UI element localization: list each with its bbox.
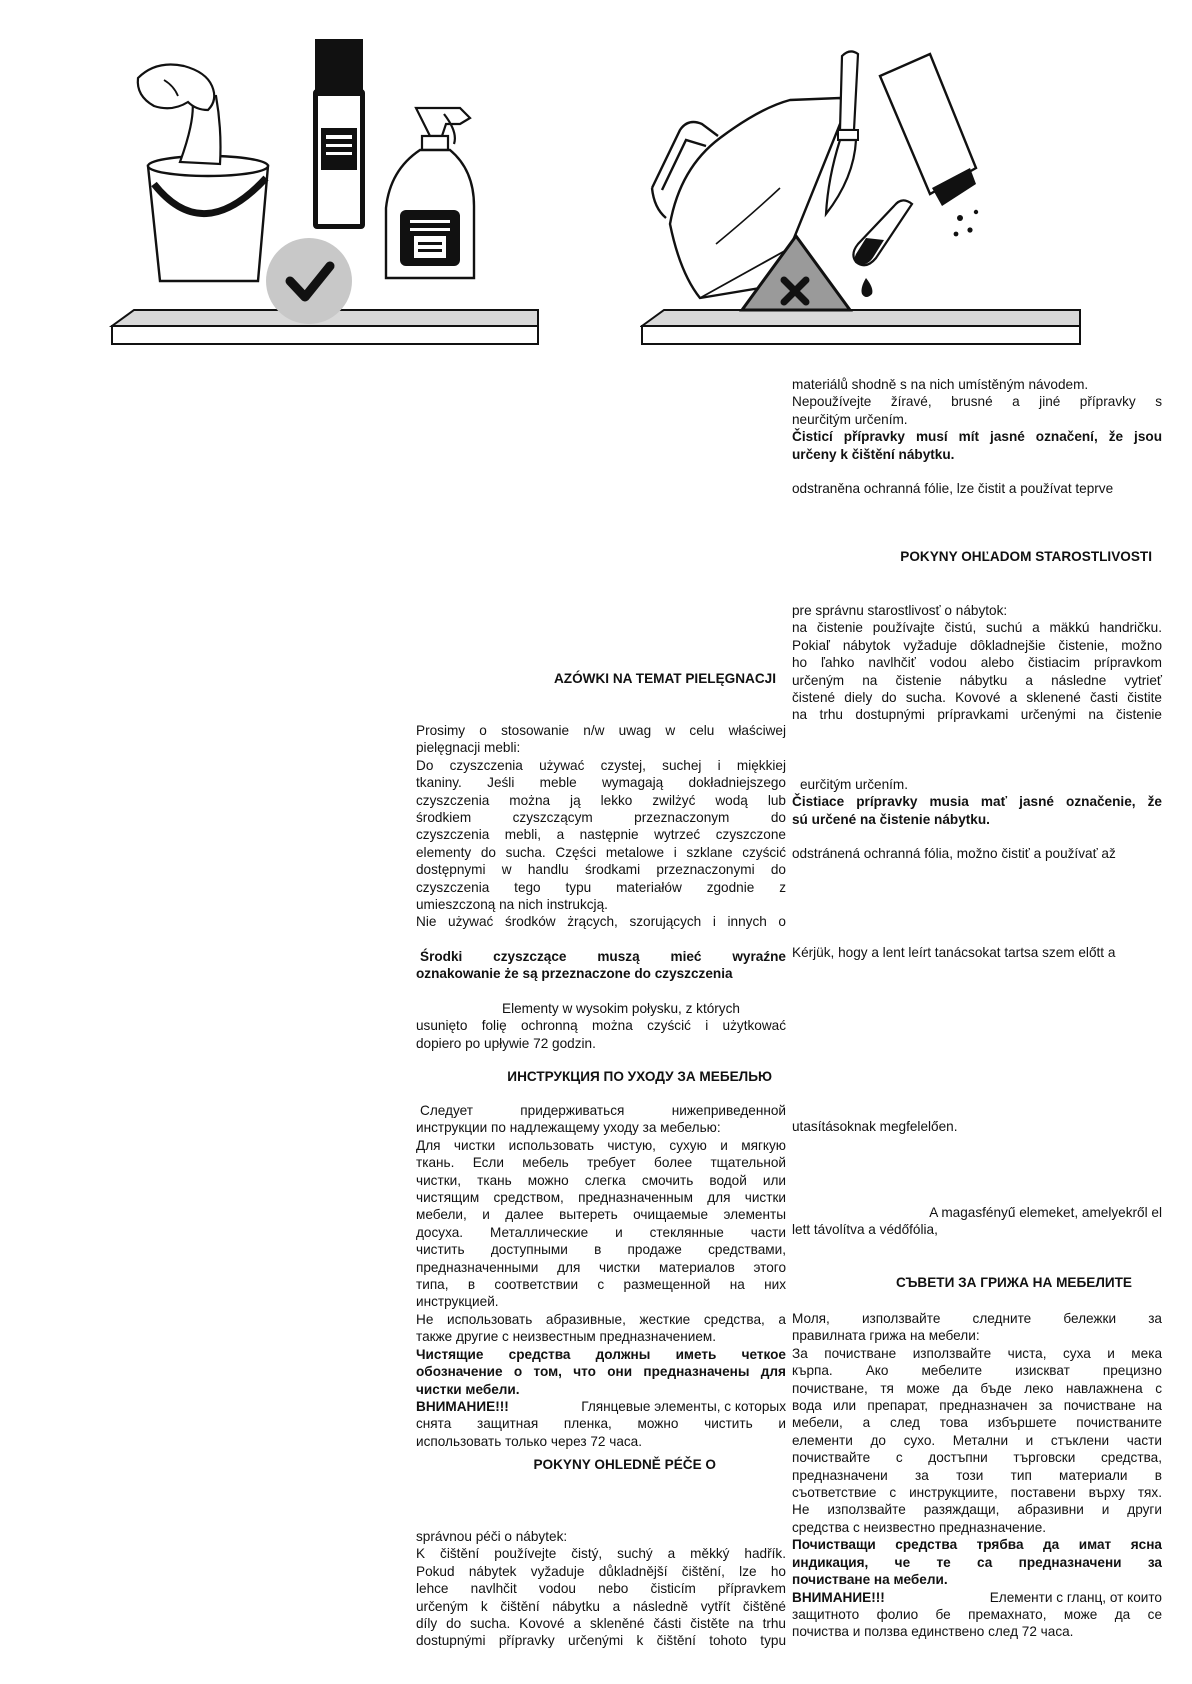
cloth-hand-icon [138,65,221,165]
text-line: типа, в соответствии с размещенной на них [416,1277,786,1293]
text-line: čistené diely do sucha. Kovové a sklenené časti čistite [792,690,1162,706]
text-line: odstraněna ochranná fólie, lze čistit a používat teprve [792,481,1114,497]
text-line: pielęgnacji mebli: [416,740,521,756]
warning-line [416,1398,786,1415]
bulgarian-text [792,1310,1162,1641]
text-line: снята защитная пленка, можно чистить и [416,1416,786,1432]
hungarian-line: A magasfényű elemeket, amelyekről el [929,1205,1162,1220]
text-line: ткань. Если мебель требует более тщательной [416,1155,786,1171]
text-line: Pokud nábytek vyžaduje důkladnější čištění, lze ho [416,1563,786,1579]
text-line: съответствие с инструкциите, поставени върху тях. [792,1485,1162,1501]
text-line: чистящим средством, предназначенным для чистки [416,1190,786,1206]
text-line: чистить доступными в продаже средствами, [416,1242,786,1258]
text-line: na čistenie používajte čistú, suchú a mäkkú handričku. [792,620,1162,636]
bulgarian-heading: СЪВЕТИ ЗА ГРИЖА НА МЕБЕЛИТЕ [895,1275,1132,1290]
czech-top-text [792,376,1162,497]
text-line: досуха. Металлические и стеклянные части [416,1224,786,1240]
text-line: neurčitým určením. [792,411,908,427]
hungarian-line: Kérjük, hogy a lent leírt tanácsokat tartsa szem előtt a [792,945,1116,960]
text-line: кърпа. Ако мебелите изискват прецизно [792,1363,1162,1379]
prohibited-cleaning-illustration [640,48,1085,348]
text-line: Чистящие средства должны иметь четкое [416,1346,786,1362]
text-line: odstránená ochranná fólia, možno čistiť a používať až [792,846,1116,862]
text-line: určeným k čištění nábytku a následně vytřít čištěné [416,1598,786,1614]
warning-label: ВНИМАНИЕ!!! [792,1589,885,1605]
text-line: предназначенными для чистки материалов этого [416,1259,786,1275]
text-line: usunięto folię ochronną można czyścić i użytkować [416,1018,786,1034]
text-line: oznakowanie że są przeznaczone do czyszczenia [416,966,733,982]
text-line: Nie używać środków żrących, szorujących i innych o [416,914,786,930]
text-line: почистване, тя може да бъде леко навлажнена с [792,1380,1162,1396]
text-line: использовать только через 72 часа. [416,1433,643,1449]
text-line: Не използвайте разяждащи, абразивни и други [792,1502,1162,1518]
text-line: dopiero po upływie 72 godzin. [416,1035,596,1051]
warning-line [792,1589,1162,1606]
text-line: инструкцией. [416,1294,499,1310]
text-line: pre správnu starostlivosť o nábytok: [792,603,1008,618]
text-line: предназначени за този тип материали в [792,1467,1162,1483]
text-line: czyszczenia tego typu materiałów zgodnie z [416,879,786,895]
warning-text: Глянцевые элементы, с которых [581,1398,786,1414]
russian-text [416,1102,786,1450]
text-line: мебели, а след това избършете почистваните [792,1415,1162,1431]
text-line: Не использовать абразивные, жесткие средства, а [416,1311,786,1327]
text-line: určeny k čištění nábytku. [792,446,955,462]
text-line: czyszczenia mebli, a następnie wytrzeć czyszczone [416,827,786,843]
allowed-cleaning-illustration [108,38,553,348]
text-line: eurčitým určením. [800,777,909,792]
text-line: Следует придерживаться нижеприведенной [420,1103,786,1118]
text-line: Elementy w wysokim połysku, z których [502,1000,740,1016]
text-line: díly do sucha. Kovové a skleněné části čistěte na trhu [416,1616,786,1632]
text-line: Do czyszczenia używać czystej, suchej i miękkiej [416,757,786,773]
pipette-icon [853,200,912,297]
text-line: dostępnymi w handlu środkami przeznaczonymi do [416,862,786,878]
text-line: Čistiace prípravky musia mať jasné označenie, že [792,794,1162,810]
text-line: środkiem czyszczącym przeznaczonym do [416,810,786,826]
text-line: umieszczoną na nich instrukcją. [416,897,608,913]
text-line: Środki czyszczące muszą mieć wyraźne [420,948,786,964]
text-line: средства с неизвестно предназначение. [792,1519,1047,1535]
warning-text: Елементи с гланц, от които [989,1589,1162,1605]
text-line: правилната грижа на мебели: [792,1328,980,1344]
text-line: почиствайте с достъпни търговски средства, [792,1450,1162,1466]
bucket-icon [148,156,268,281]
text-line: na trhu dostupnými prípravkami určenými na čistenie [792,707,1162,723]
slovak-heading: POKYNY OHĽADOM STAROSTLIVOSTI [900,549,1152,564]
text-line: K čištění používejte čistý, suchý a měkký hadřík. [416,1546,786,1562]
spray-bottle-icon [386,108,474,278]
shelf-icon [642,310,1080,344]
text-line: materiálů shodně s na nich umístěným návodem. [792,377,1089,392]
text-line: почистване на мебели. [792,1572,948,1588]
text-line: lehce navlhčit vodou nebo čisticím přípravkem [416,1581,786,1597]
text-line: sú určené na čistenie nábytku. [792,811,990,827]
text-line: správnou péči o nábytek: [416,1529,568,1544]
text-line: обозначение о том, что они предназначены для [416,1364,786,1380]
text-line: чистки, ткань можно слегка смочить водой или [416,1172,786,1188]
text-line: почиства и ползва единствено след 72 часа. [792,1624,1074,1640]
warning-label: ВНИМАНИЕ!!! [416,1398,509,1414]
czech-bottom-text [416,1528,786,1650]
text-line: чистки мебели. [416,1381,520,1397]
text-line: Pokiaľ nábytok vyžaduje dôkladnejšie čistenie, možno [792,637,1162,653]
text-line: dostupnými přípravky určenými k čištění tohoto typu [416,1633,786,1649]
text-line: мебели, и далее вытереть очищаемые элементы [416,1207,786,1223]
polish-heading: AZÓWKI NA TEMAT PIELĘGNACJI [553,671,776,686]
slovak-text [792,602,1162,724]
text-line: tkaniny. Jeśli meble wymagają dokładniejszego [416,775,786,791]
czech-heading: POKYNY OHLEDNĚ PÉČE O [533,1457,716,1472]
hungarian-line: lett távolítva a védőfólia, [792,1222,938,1237]
polish-text [416,722,786,1052]
text-line: Почистващи средства трябва да имат ясна [792,1537,1162,1553]
text-line: индикация, че те са предназначени за [792,1554,1162,1570]
slovak-text-2 [792,776,1162,863]
text-line: elementy do sucha. Części metalowe i szklane czyścić [416,844,786,860]
spray-can-icon [314,40,364,228]
text-line: Prosimy o stosowanie n/w uwag w celu właściwej [416,723,786,738]
text-line: ho ľahko navlhčiť vodou alebo čistiacim prípravkom [792,655,1162,671]
text-line: Для чистки использовать чистую, сухую и мягкую [416,1137,786,1153]
text-line: Čisticí přípravky musí mít jasné označení, že jsou [792,429,1162,445]
text-line: защитното фолио бе премахнато, може да се [792,1606,1162,1622]
text-line: также другие с неизвестным предназначением. [416,1329,717,1345]
text-line: Моля, използвайте следните бележки за [792,1311,1162,1326]
text-line: czyszczenia można ją lekko zwilżyć wodą lub [416,792,786,808]
text-line: елементи до сухо. Метални и стъклени части [792,1432,1162,1448]
text-line: За почистване използвайте чиста, суха и мека [792,1345,1162,1361]
hungarian-line: utasításoknak megfelelően. [792,1119,958,1134]
text-line: určeným na čistenie nábytku a následne vytrieť [792,672,1162,688]
text-line: инструкции по надлежащему уходу за мебелью: [416,1120,721,1136]
russian-heading: ИНСТРУКЦИЯ ПО УХОДУ ЗА МЕБЕЛЬЮ [507,1069,772,1084]
text-line: Nepoužívejte žíravé, brusné a jiné přípravky s [792,394,1162,410]
text-line: вода или препарат, предназначен за почистване на [792,1398,1162,1414]
checkmark-icon [266,238,352,324]
